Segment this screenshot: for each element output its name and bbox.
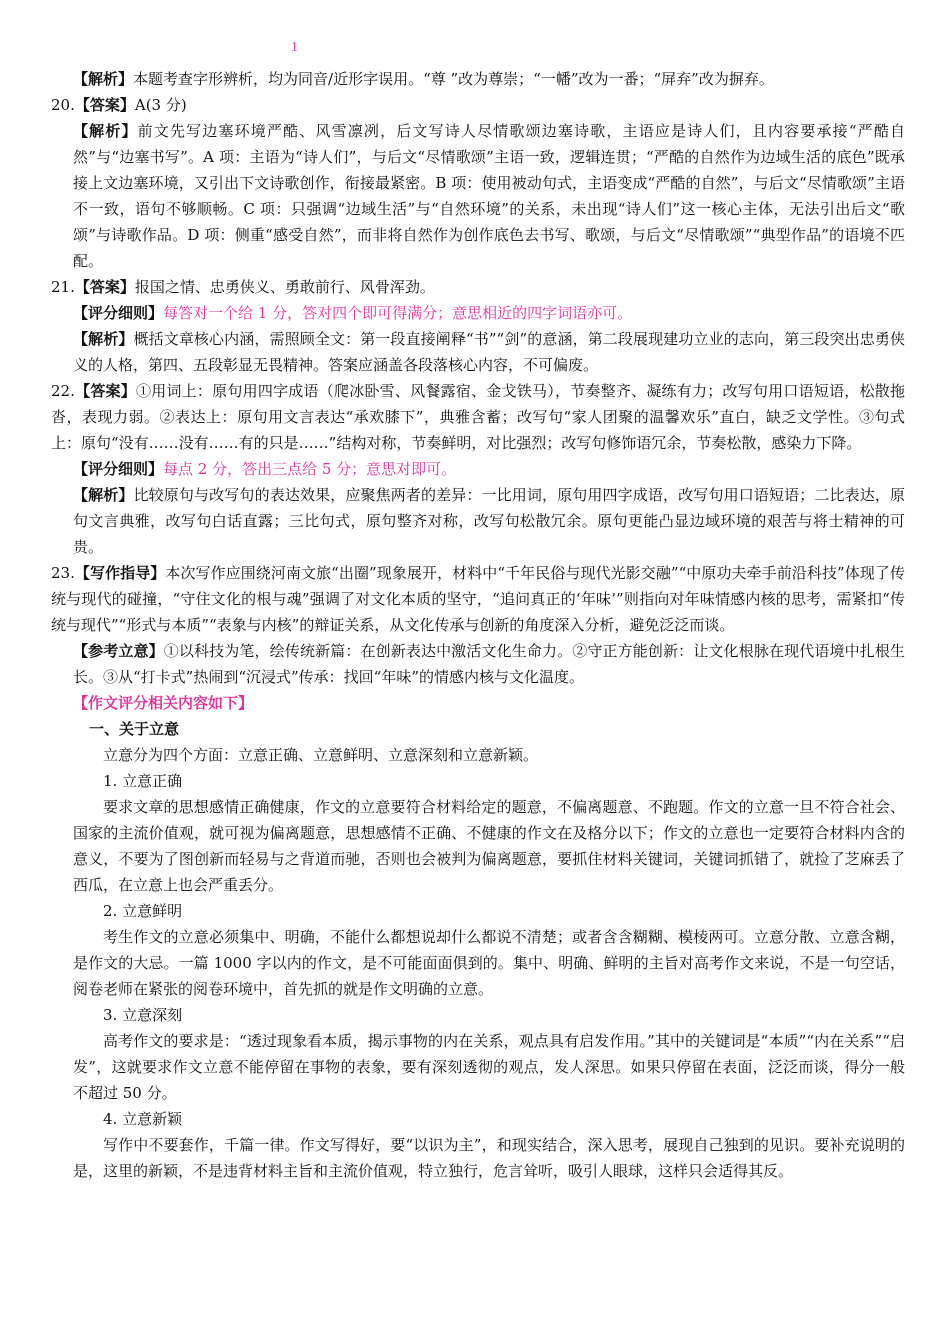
answer-label: 【答案】 — [74, 382, 137, 400]
answer-text: ①用词上：原句用四字成语（爬冰卧雪、风餐露宿、金戈铁马），节奏整齐、凝练有力；改写句用口语短语，松散拖沓，表现力弱。②表达上：原句用文言表达“承欢膝下”，典雅含蓄；改写句“家人团聚的温馨欢乐”直白，缺乏文学性。③句式上：原句“没有……没有……有的只是……”结构对称，节奏鲜明，对比强烈；改写句修饰语冗余，节奏松散，感染力下降。 — [51, 382, 905, 452]
reference-label: 【参考立意】 — [73, 642, 164, 660]
analysis-label: 【解析】 — [73, 330, 134, 348]
question-number: 20. — [51, 96, 75, 114]
rubric-label: 【评分细则】 — [73, 460, 164, 478]
analysis-label: 【解析】 — [73, 70, 134, 88]
q23-reference — [73, 638, 905, 690]
item-text: 写作中不要套作，千篇一律。作文写得好，要“以识为主”，和现实结合，深入思考，展现自己独到的见识。要补充说明的是，这里的新颖，不是违背材料主旨和主流价值观，特立独行，危言耸听，吸引人眼球，这样只会适得其反。 — [73, 1136, 905, 1180]
q22-answer — [51, 378, 905, 456]
item-title: 3. 立意深刻 — [103, 1006, 183, 1024]
q22-analysis — [73, 482, 905, 560]
answer-content — [51, 66, 905, 1184]
guide-text: 本次写作应围绕河南文旅“出圈”现象展开，材料中“千年民俗与现代光影交融”“中原功夫牵手前沿科技”体现了传统与现代的碰撞，“守住文化的根与魂”强调了对文化本质的坚守，“追问真正的‘年味’”则指向对年味情感内核的思考，需紧扣“传统与现代”“形式与本质”“表象与内核”的辩证关系，从文化传承与创新的角度深入分析，避免泛泛而谈。 — [51, 564, 905, 634]
item-title: 1. 立意正确 — [103, 772, 183, 790]
q22-rubric — [73, 456, 905, 482]
item-title: 2. 立意鲜明 — [103, 902, 183, 920]
question-number: 21. — [51, 278, 75, 296]
answer-label: 【答案】 — [74, 96, 135, 114]
item-text: 高考作文的要求是：“透过现象看本质，揭示事物的内在关系，观点具有启发作用。”其中的关键词是“本质”“内在关系”“启发”，这就要求作文立意不能停留在事物的表象，要有深刻透彻的观点，发人深思。如果只停留在表面，泛泛而谈，得分一般不超过 50 分。 — [73, 1032, 905, 1102]
item-text: 要求文章的思想感情正确健康，作文的立意要符合材料给定的题意，不偏离题意、不跑题。作文的立意一旦不符合社会、国家的主流价值观，就可视为偏离题意，思想感情不正确、不健康的作文在及格分以下；作文的立意也一定要符合材料内含的意义，不要为了图创新而轻易与之背道而驰，否则也会被判为偏离题意，要抓住材料关键词，关键词抓错了，就捡了芝麻丢了西瓜，在立意上也会严重丢分。 — [73, 798, 905, 894]
guide-label: 【写作指导】 — [74, 564, 166, 582]
q20-answer — [51, 92, 905, 118]
page-mark: 1 — [291, 40, 298, 55]
answer-text: 报国之情、忠勇侠义、勇敢前行、风骨浑劲。 — [134, 278, 435, 296]
rubric-label: 【评分细则】 — [73, 304, 164, 322]
q21-rubric — [73, 300, 905, 326]
question-number: 23. — [51, 564, 75, 582]
reference-text: ①以科技为笔，绘传统新篇：在创新表达中激活文化生命力。②守正方能创新：让文化根脉在现代语境中扎根生长。③从“打卡式”热闹到“沉浸式”传承：找回“年味”的情感内核与文化温度。 — [73, 642, 905, 686]
q20-analysis — [73, 118, 905, 274]
section-intro: 立意分为四个方面：立意正确、立意鲜明、立意深刻和立意新颖。 — [103, 746, 539, 764]
question-number: 22. — [51, 382, 75, 400]
analysis-text: 前文先写边塞环境严酷、风雪凛冽，后文写诗人尽情歌颂边塞诗歌，主语应是诗人们，且内容要承接“严酷自然”与“边塞书写”。A 项：主语为“诗人们”，与后文“尽情歌颂”主语一致，逻辑连贯；“严酷的自然作为边域生活的底色”既承接上文边塞环境，又引出下文诗歌创作，衔接最紧密。B 项：使用被动句式，主语变成“严酷的自然”，与后文“尽情歌颂”主语不一致，语句不够顺畅。C 项：只强调“边域生活”与“自然环境”的关系，未出现“诗人们”这一核心主体，无法引出后文“歌颂”与诗歌作品。D 项：侧重“感受自然”，而非将自然作为创作底色去书写、歌颂，与后文“尽情歌颂”“典型作品”的语境不匹配。 — [73, 122, 905, 270]
analysis-label: 【解析】 — [73, 122, 138, 140]
analysis-text: 比较原句与改写句的表达效果，应聚焦两者的差异：一比用词，原句用四字成语，改写句用口语短语；二比表达，原句文言典雅，改写句白话直露；三比句式，原句整齐对称，改写句松散冗余。原句更能凸显边域环境的艰苦与将士精神的可贵。 — [73, 486, 905, 556]
analysis-label: 【解析】 — [73, 486, 134, 504]
analysis-text: 本题考查字形辨析，均为同音/近形字误用。“尊 ”改为尊崇；“一幡”改为一番；“屏弃”改为摒弃。 — [133, 70, 774, 88]
q23-guide — [51, 560, 905, 638]
rubric-heading: 【作文评分相关内容如下】 — [73, 694, 254, 712]
q21-analysis — [73, 326, 905, 378]
rubric-text: 每答对一个给 1 分，答对四个即可得满分；意思相近的四字词语亦可。 — [163, 304, 633, 322]
q19-analysis — [73, 66, 905, 92]
answer-label: 【答案】 — [74, 278, 135, 296]
q21-answer — [51, 274, 905, 300]
section-title: 一、关于立意 — [89, 720, 180, 738]
item-text: 考生作文的立意必须集中、明确，不能什么都想说却什么都说不清楚；或者含含糊糊、模棱两可。立意分散、立意含糊，是作文的大忌。一篇 1000 字以内的作文，是不可能面面俱到的。集中、明确、鲜明的主旨对高考作文来说，不是一句空话，阅卷老师在紧张的阅卷环境中，首先抓的就是作文明确的立意。 — [73, 928, 905, 998]
answer-text: A(3 分) — [134, 96, 187, 114]
rubric-text: 每点 2 分，答出三点给 5 分；意思对即可。 — [163, 460, 457, 478]
item-title: 4. 立意新颖 — [103, 1110, 183, 1128]
analysis-text: 概括文章核心内涵，需照顾全文：第一段直接阐释“书”“剑”的意涵，第二段展现建功立业的志向，第三段突出忠勇侠义的人格，第四、五段彰显无畏精神。答案应涵盖各段落核心内容，不可偏废。 — [73, 330, 905, 374]
